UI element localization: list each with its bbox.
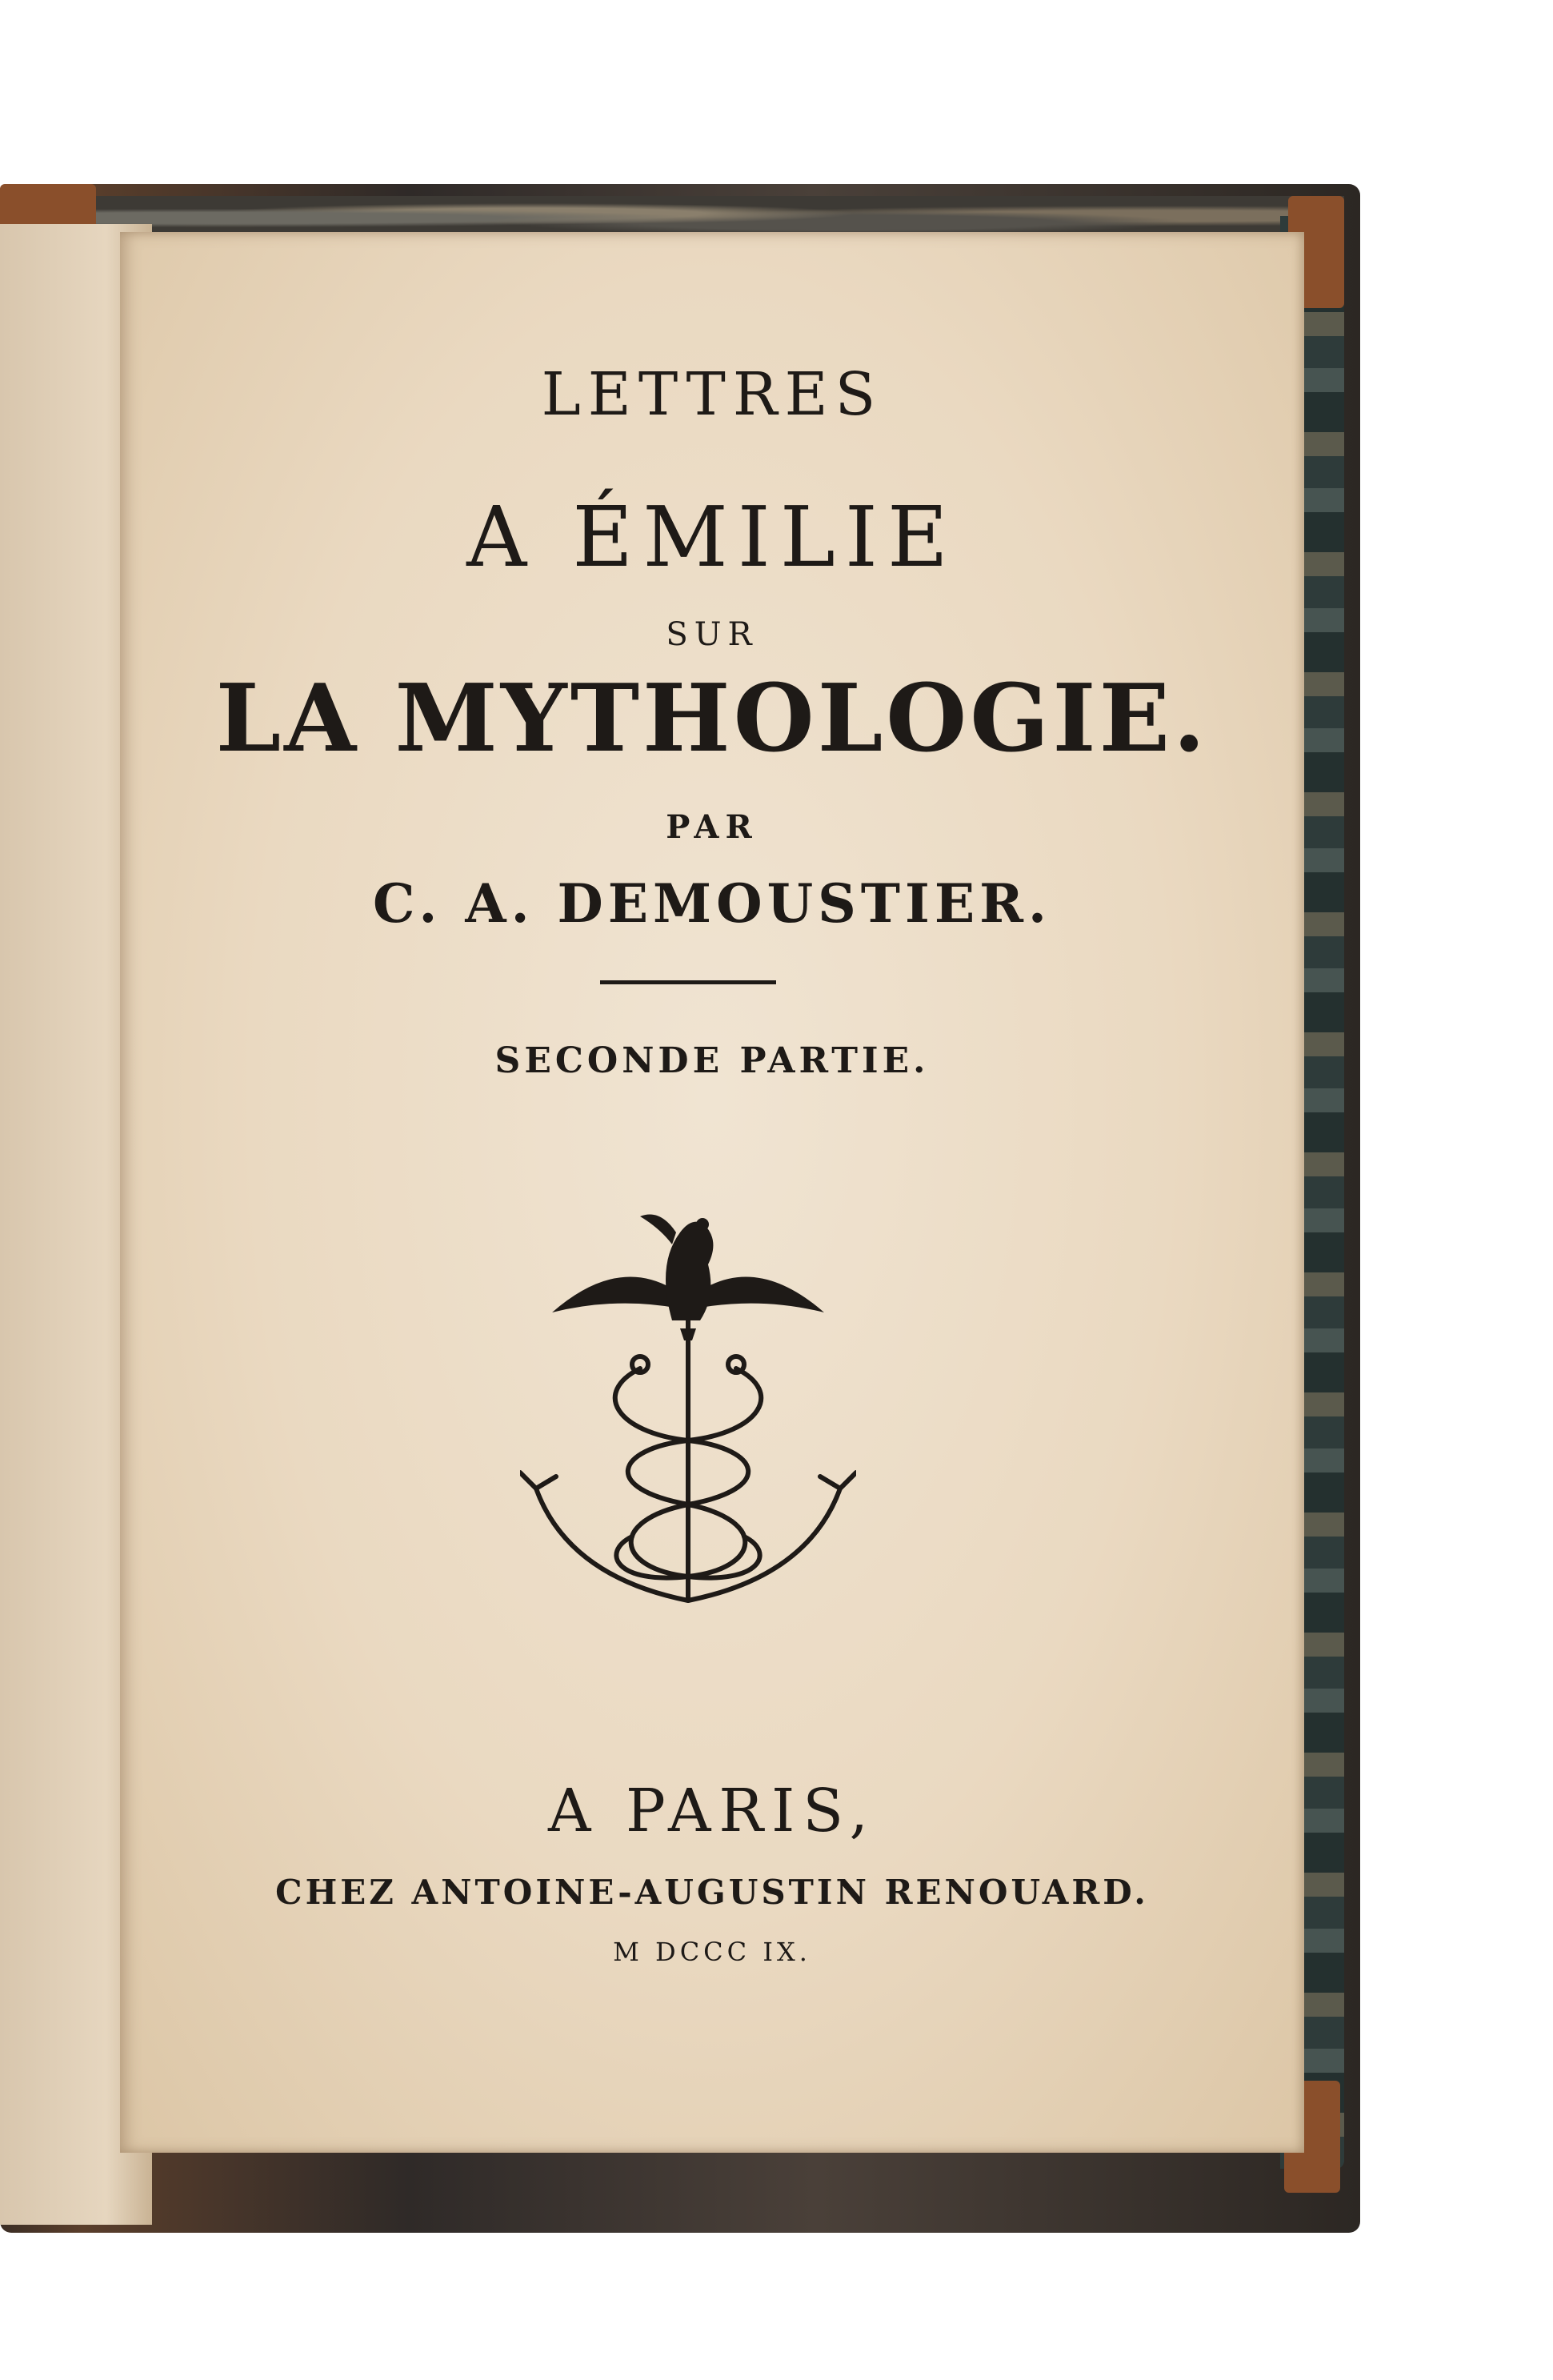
- title-line-lettres: LETTRES: [541, 360, 883, 429]
- volume-label: SECONDE PARTIE.: [494, 1040, 930, 1081]
- title-page: [120, 232, 1304, 2153]
- imprint-date: M DCCC IX.: [613, 1937, 811, 1967]
- divider-rule: [600, 980, 776, 984]
- imprint-place: A PARIS,: [548, 1777, 876, 1845]
- printer-device-icon: [520, 1200, 856, 1633]
- author-prefix: PAR: [666, 808, 758, 846]
- author-name: C. A. DEMOUSTIER.: [373, 872, 1051, 935]
- title-line-mythologie: LA MYTHOLOGIE.: [215, 664, 1209, 773]
- title-line-sur: SUR: [666, 616, 758, 653]
- imprint-publisher: CHEZ ANTOINE-AUGUSTIN RENOUARD.: [275, 1873, 1149, 1912]
- title-line-emilie: A ÉMILIE: [466, 488, 958, 586]
